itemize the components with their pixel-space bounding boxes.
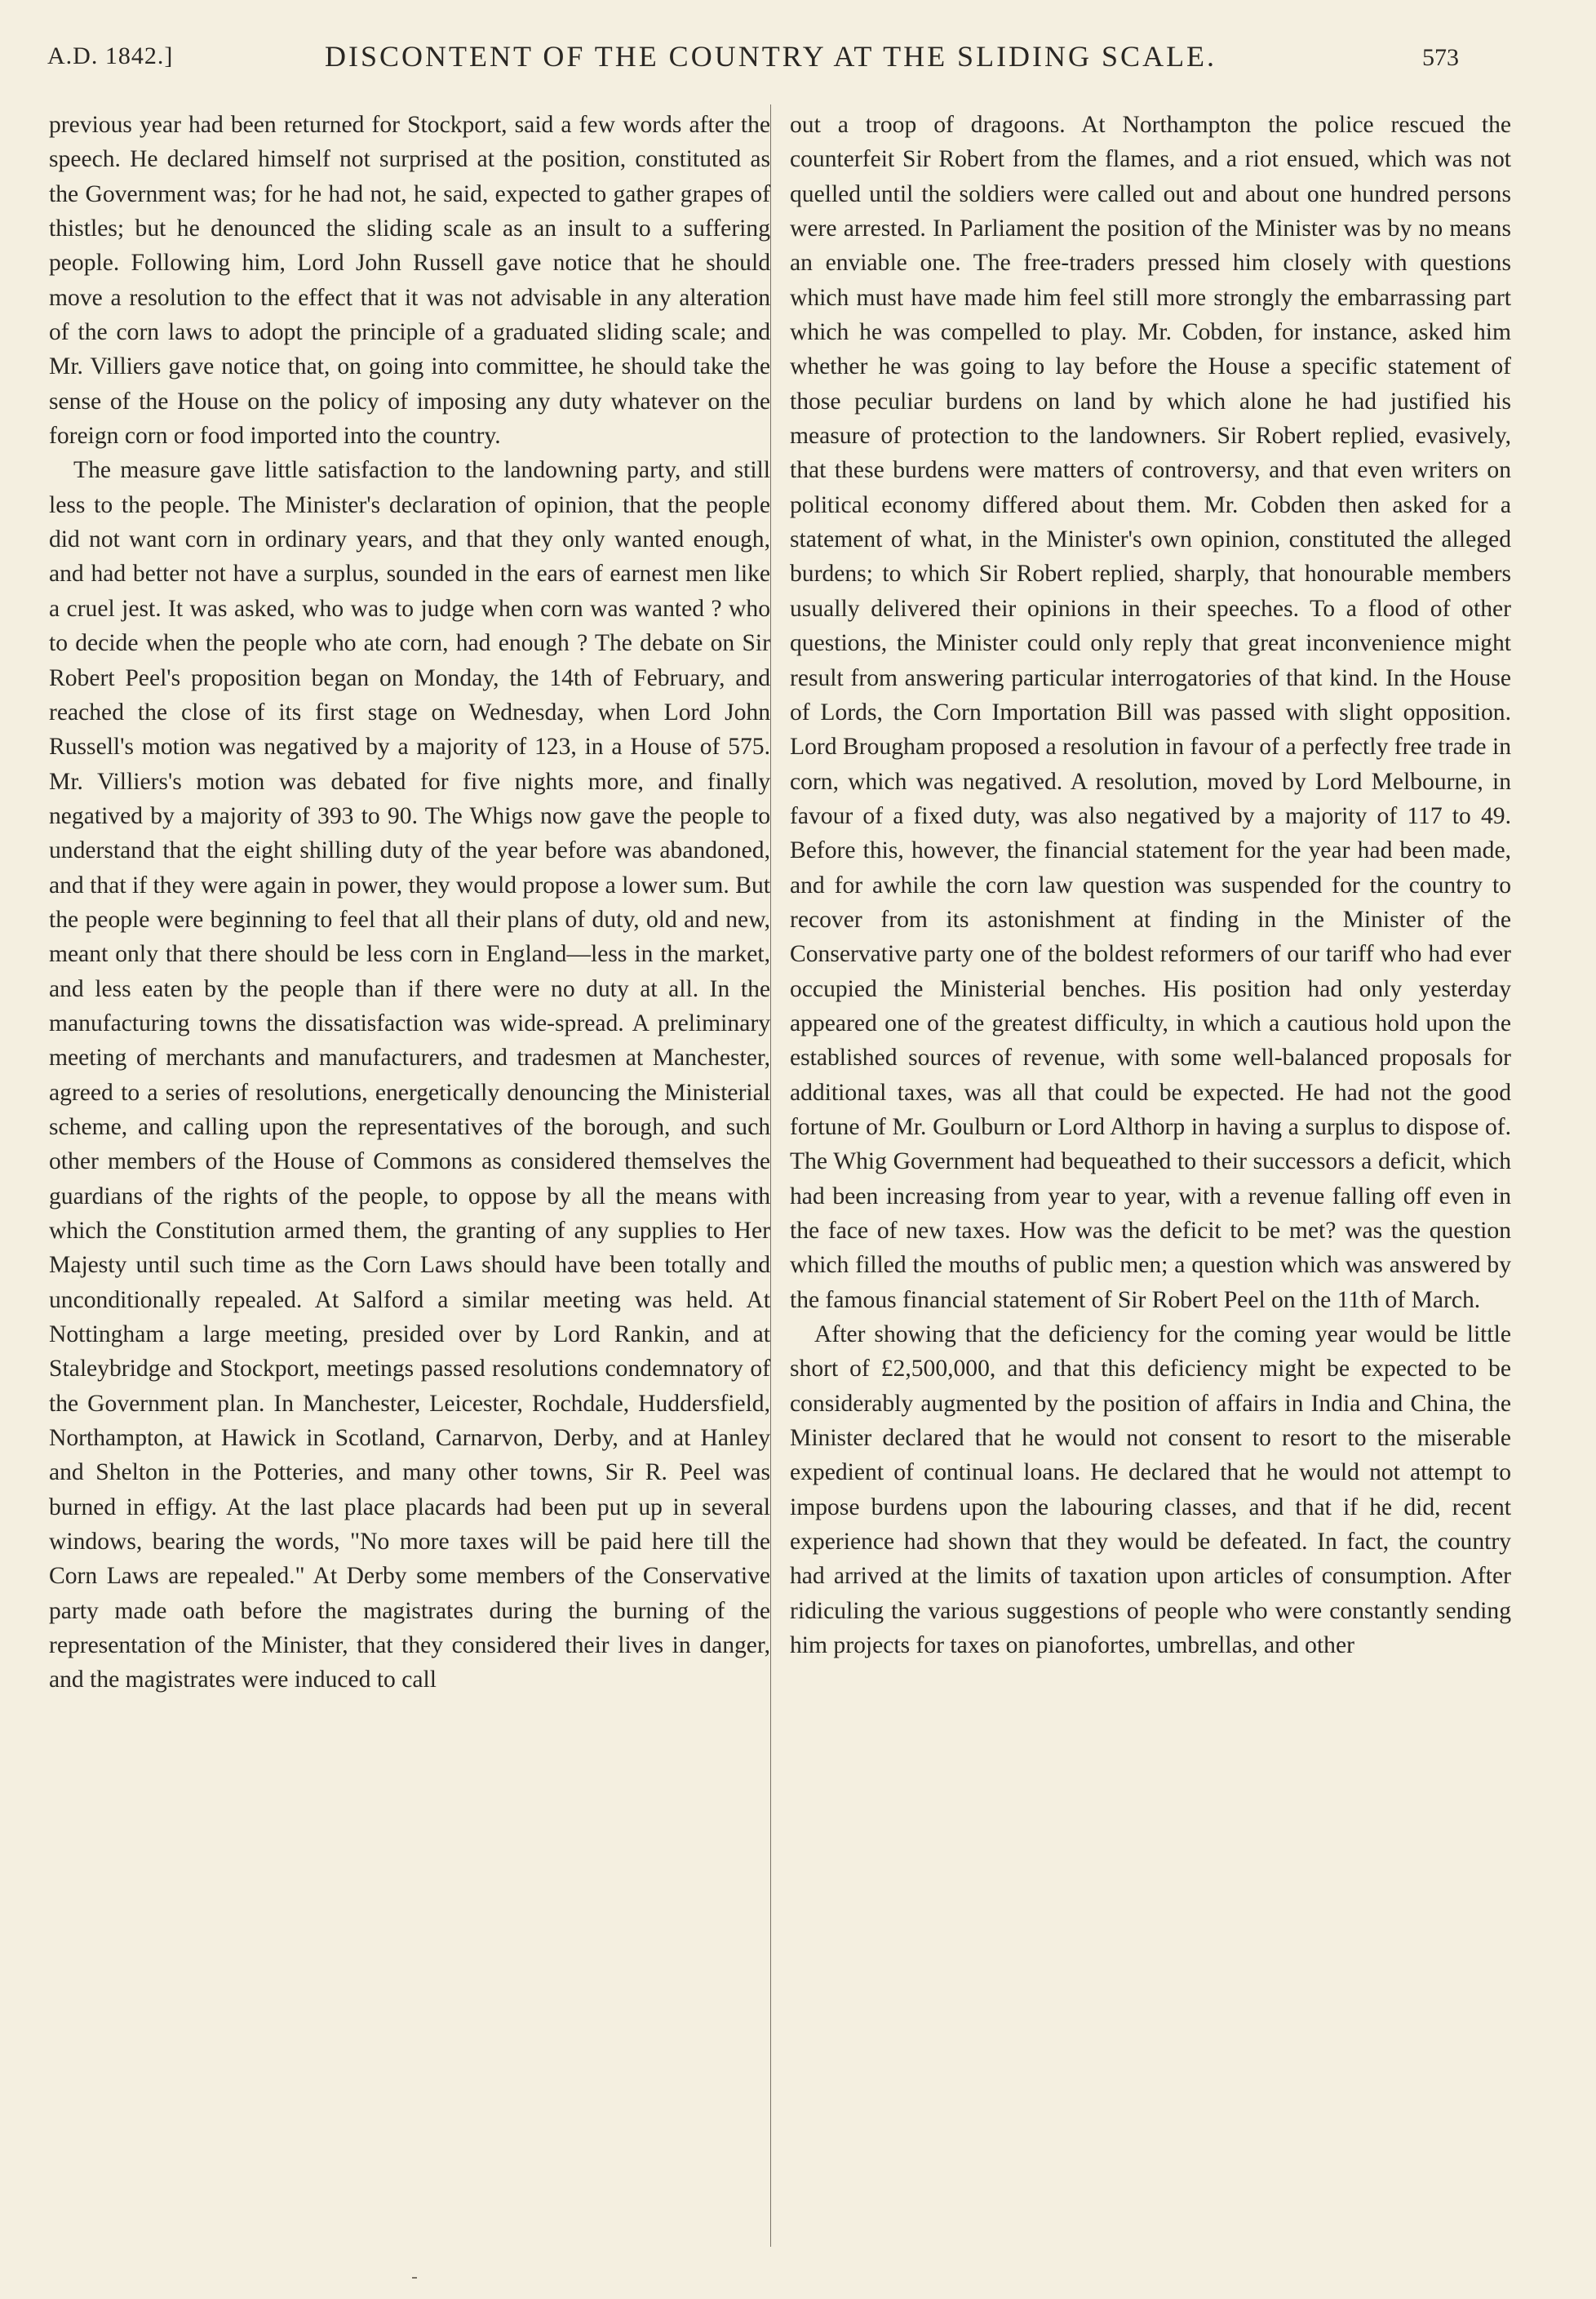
left-paragraph-1: previous year had been returned for Stockport, said a few words after the speech. He declared himself not surprised at the position, constituted as the Government was; for he had not, he said, expected to gather grapes of thistles; but he denounced the sliding scale as an insult to a suffering people. Following him, Lord John Russell gave notice that he should move a resolution to the effect that it was not advisable in any alteration of the corn laws to adopt the principle of a graduated sliding scale; and Mr. Villiers gave notice that, on going into committee, he should take the sense of the House on the policy of imposing any duty whatever on the foreign corn or food imported into the country. — [49, 112, 770, 450]
page-number: 573 — [1422, 44, 1459, 71]
right-paragraph-1: out a troop of dragoons. At Northampton the police rescued the counterfeit Sir Robert from the flames, and a riot ensued, which was not quelled until the soldiers were called out and about one hundred persons were arrested. In Parliament the position of the Minister was by no means an enviable one. The free-traders pressed him closely with questions which must have made him feel still more strongly the embarrassing part which he was compelled to play. Mr. Cobden, for instance, asked him whether he was going to lay before the House a specific statement of those peculiar burdens on land by which alone he had justified his measure of protection to the landowners. Sir Robert replied, evasively, that these burdens were matters of controversy, and that even writers on political economy differed about them. Mr. Cobden then asked for a statement of what, in the Minister's own opinion, constituted the alleged burdens; to which Sir Robert replied, sharply, that honourable members usually delivered their opinions in their speeches. To a flood of other questions, the Minister could only reply that great inconvenience might result from answering particular interrogatories of that kind. In the House of Lords, the Corn Importation Bill was passed with slight opposition. Lord Brougham proposed a resolution in favour of a perfectly free trade in corn, which was negatived. A resolution, moved by Lord Melbourne, in favour of a fixed duty, was also negatived by a majority of 117 to 49. Before this, however, the financial statement for the year had been made, and for awhile the corn law question was suspended for the country to recover from its astonishment at finding in the Minister of the Conservative party one of the boldest reformers of our tariff who had ever occupied the Ministerial benches. His position had only yesterday appeared one of the greatest difficulty, in which a cautious hold upon the established sources of revenue, with some well-balanced proposals for additional taxes, was all that could be expected. He had not the good fortune of Mr. Goulburn or Lord Althorp in having a surplus to dispose of. The Whig Government had bequeathed to their successors a deficit, which had been increasing from year to year, with a revenue falling off even in the face of new taxes. How was the deficit to be met? was the question which filled the mouths of public men; a question which was answered by the famous financial statement of Sir Robert Peel on the 11th of March. — [790, 112, 1511, 1313]
bottom-mark — [412, 2277, 417, 2279]
left-column — [49, 108, 770, 2262]
right-paragraph-2: After showing that the deficiency for the coming year would be little short of £2,500,000, and that this deficiency might be expected to be considerably augmented by the position of affairs in India and China, the Minister declared that he would not consent to resort to the miserable expedient of continual loans. He declared that he would not attempt to impose burdens upon the labouring classes, and that if he did, recent experience had shown that they would be defeated. In fact, the country had arrived at the limits of taxation upon articles of consumption. After ridiculing the various suggestions of people who were constantly sending him projects for taxes on pianofortes, umbrellas, and other — [790, 1321, 1511, 1659]
column-divider — [770, 104, 771, 2247]
header-title: DISCONTENT OF THE COUNTRY AT THE SLIDING SCALE. — [325, 40, 1217, 73]
right-column — [790, 108, 1511, 2262]
header-date: A.D. 1842.] — [47, 42, 174, 69]
left-paragraph-2: The measure gave little satisfaction to the landowning party, and still less to the people. The Minister's declaration of opinion, that the people did not want corn in ordinary years, and that they only wanted enough, and had better not have a surplus, sounded in the ears of earnest men like a cruel jest. It was asked, who was to judge when corn was wanted ? who to decide when the people who ate corn, had enough ? The debate on Sir Robert Peel's proposition began on Monday, the 14th of February, and reached the close of its first stage on Wednesday, when Lord John Russell's motion was negatived by a majority of 123, in a House of 575. Mr. Villiers's motion was debated for five nights more, and finally negatived by a majority of 393 to 90. The Whigs now gave the people to understand that the eight shilling duty of the year before was abandoned, and that if they were again in power, they would propose a lower sum. But the people were beginning to feel that all their plans of duty, old and new, meant only that there should be less corn in England—less in the market, and less eaten by the people than if there were no duty at all. In the manufacturing towns the dissatisfaction was wide-spread. A preliminary meeting of merchants and manufacturers, and tradesmen at Manchester, agreed to a series of resolutions, energetically denouncing the Ministerial scheme, and calling upon the representatives of the borough, and such other members of the House of Commons as considered themselves the guardians of the rights of the people, to oppose by all the means with which the Constitution armed them, the granting of any supplies to Her Majesty until such time as the Corn Laws should have been totally and unconditionally repealed. At Salford a similar meeting was held. At Nottingham a large meeting, presided over by Lord Rankin, and at Staleybridge and Stockport, meetings passed resolutions condemnatory of the Government plan. In Manchester, Leicester, Rochdale, Huddersfield, Northampton, at Hawick in Scotland, Carnarvon, Derby, and at Hanley and Shelton in the Potteries, and many other towns, Sir R. Peel was burned in effigy. At the last place placards had been put up in several windows, bearing the words, "No more taxes will be paid here till the Corn Laws are repealed." At Derby some members of the Conservative party made oath before the magistrates during the burning of the representation of the Minister, that they considered their lives in danger, and the magistrates were induced to call — [49, 457, 770, 1693]
running-head — [47, 36, 1459, 85]
